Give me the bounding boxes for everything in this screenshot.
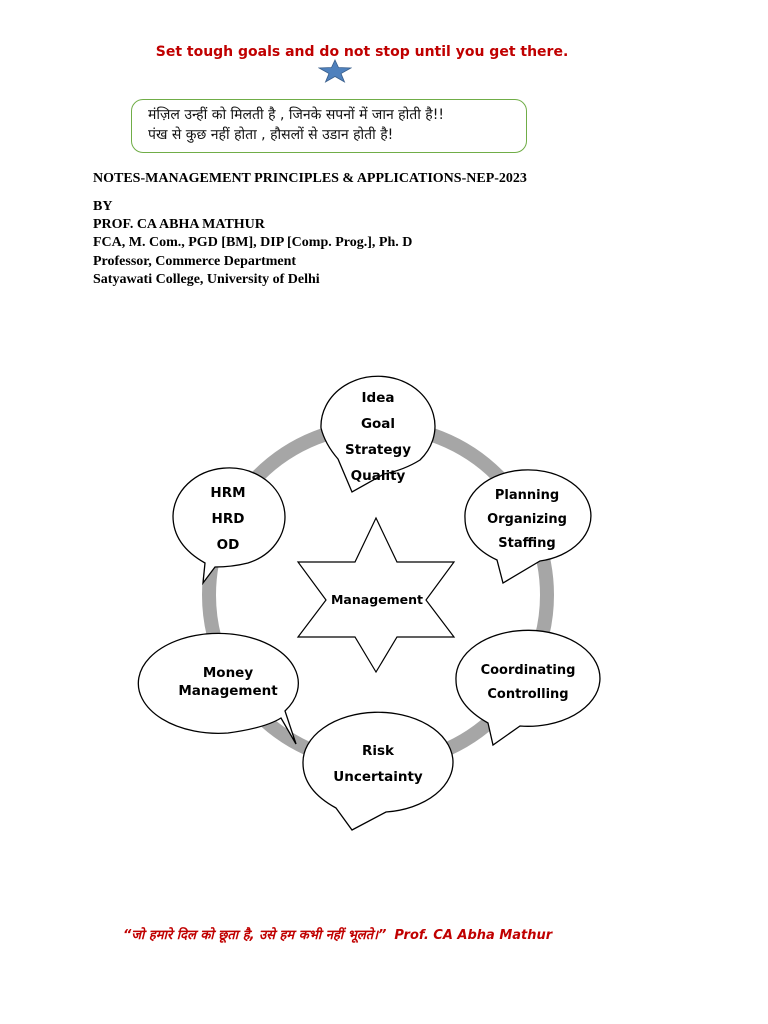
bubble-risk-line-1: Risk (361, 743, 395, 759)
bubble-idea-goal-line-4: Quality (350, 468, 406, 484)
bubble-risk (303, 712, 453, 830)
bubble-hrm-line-1: HRM (210, 485, 246, 501)
bubble-planning-line-2: Organizing (487, 512, 567, 527)
bubble-idea-goal (321, 376, 435, 492)
hindi-quote-line-1: मंज़िल उन्हीं को मिलती है , जिनके सपनों में जान होती है!! (148, 107, 444, 123)
hindi-quote-line-2: पंख से कुछ नहीं होता , हौसलों से उडान होती है! (148, 127, 394, 143)
bubble-money-line-1: Money (202, 665, 254, 681)
bubble-planning-line-1: Planning (494, 488, 560, 503)
footer-hindi-quote: “जो हमारे दिल को छूता है, उसे हम कभी नहीं भूलते।” (123, 928, 387, 943)
bubble-coordinating-line-1: Coordinating (480, 663, 576, 678)
bubble-hrm-line-2: HRD (211, 511, 245, 527)
author-designation: Professor, Commerce Department (93, 253, 297, 269)
bubble-hrm-line-3: OD (216, 537, 240, 553)
bubble-risk-line-2: Uncertainty (333, 769, 423, 785)
bubble-money-line-2: Management (178, 683, 278, 699)
bubble-planning-line-3: Staffing (498, 536, 556, 551)
bubble-idea-goal-line-3: Strategy (344, 442, 412, 458)
management-star-label: Management (330, 592, 424, 607)
bubble-idea-goal-line-1: Idea (361, 390, 395, 406)
bubble-hrm (173, 468, 285, 583)
motto-text: Set tough goals and do not stop until you get there. (155, 44, 569, 60)
footer-quote-line (123, 925, 552, 943)
bubble-coordinating-line-2: Controlling (487, 687, 569, 702)
bubble-planning (465, 470, 591, 583)
author-institution: Satyawati College, University of Delhi (93, 271, 320, 287)
author-name: PROF. CA ABHA MATHUR (93, 217, 265, 233)
notes-title: NOTES-MANAGEMENT PRINCIPLES & APPLICATIONS-NEP-2023 (93, 171, 527, 186)
author-qualifications: FCA, M. Com., PGD [BM], DIP [Comp. Prog.], Ph. D (93, 235, 413, 251)
bubble-idea-goal-line-2: Goal (360, 416, 396, 432)
by-label: BY (93, 199, 113, 214)
footer-author: Prof. CA Abha Mathur (394, 928, 553, 943)
management-star (298, 518, 454, 672)
